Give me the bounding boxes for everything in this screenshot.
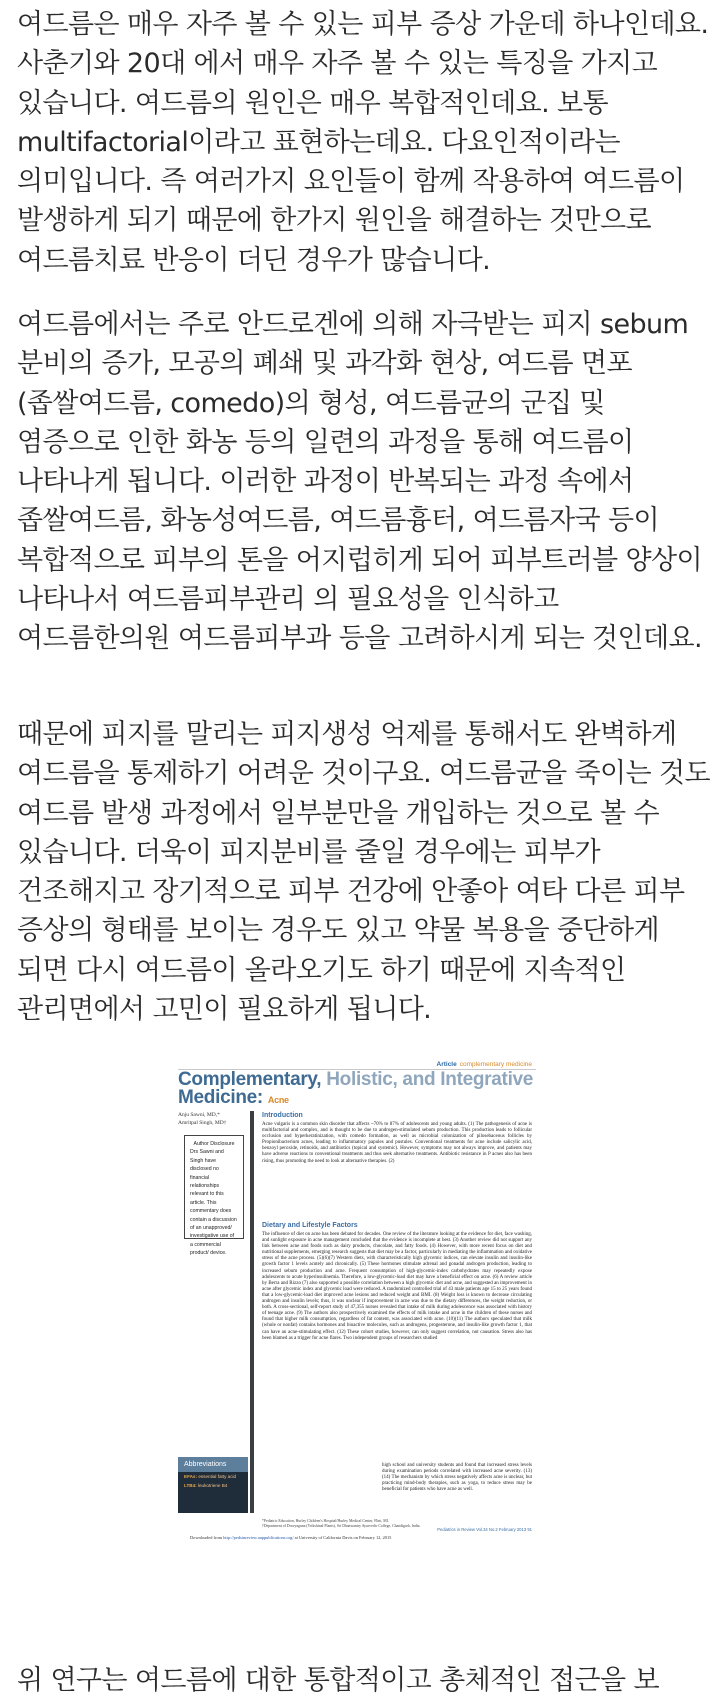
download-link[interactable]: http://pedsinreview.aappublications.org/	[223, 1535, 294, 1540]
stress-text: high school and university students and found that increased stress levels during examination periods correlated with increased acne severity. (13)(14) The mechanism by which stress negatively affects acne is unclear, but practicing mind-body therapies, such as yoga, to reduce stress may be beneficial for patients who have acne as well.	[382, 1463, 532, 1493]
margin-bar	[250, 1111, 254, 1513]
section-heading-introduction: Introduction	[262, 1112, 303, 1119]
section-heading-diet: Dietary and Lifestyle Factors	[262, 1222, 358, 1229]
author-disclosure-box: Author Disclosure Drs Sawni and Singh have disclosed no financial relationships relevant to this article. This commentary does contain a discussion of an unapproved/ investigative use of a commercial product/ device.	[184, 1135, 244, 1239]
paper-authors: Anju Sawni, MD,* Amritpal Singh, MD†	[178, 1112, 227, 1126]
paper-page-image	[170, 1057, 546, 1540]
paragraph-study-intro: 위 연구는 여드름에 대한 통합적이고 총체적인 접근을 보	[17, 1665, 659, 1696]
paragraph-acne-process: 여드름에서는 주로 안드로겐에 의해 자극받는 피지 sebum 분비의 증가, 모공의 폐쇄 및 과각화 현상, 여드름 면포(좁쌀여드름, comedo)의 형성, 여드름균의 군집 및 염증으로 인한 화농 등의 일련의 과정을 통해 여드름이 나타나게 됩니다. 이러한 과정이 반복되는 과정 속에서 좁쌀여드름, 화농성여드름, 여드름흉터, 여드름자국 등이 복합적으로 피부의 톤을 어지럽히게 되어 피부트러블 양상이 나타나서 여드름피부관리 의 필요성을 인식하고 여드름한의원 여드름피부과 등을 고려하시게 되는 것인데요.	[17, 309, 702, 655]
paragraph-acne-causes: 여드름은 매우 자주 볼 수 있는 피부 증상 가운데 하나인데요. 사춘기와 20대 에서 매우 자주 볼 수 있는 특징을 가지고 있습니다. 여드름의 원인은 매우 복합적인데요. 보통 multifactorial이라고 표현하는데요. 다요인적이라는 의미입니다. 즉 여러가지 요인들이 함께 작용하여 여드름이 발생하게 되기 때문에 한가지 원인을 해결하는 것만으로 여드름치료 반응이 더딘 경우가 많습니다.	[17, 9, 709, 276]
download-note: Downloaded from http://pedsinreview.aappublications.org/ at University of California Davis on February 12, 2015	[190, 1535, 392, 1540]
introduction-text: Acne vulgaris is a common skin disorder that affects ~70% to 87% of adolescents and young adults. (1) The pathogenesis of acne is multifactorial and complex, and is thought to be due to androgen-stimulated sebum production. This production leads to follicular occlusion and hyperkeratinization, with comedo formation, as well as microbial colonization of pilosebaceous follicles by Propionibacterium acnes, leading to inflammatory papules and pustules. Conventional treatments for acne include salicylic acid, benzoyl peroxide, retinoids, and antibiotics (topical and systemic). However, symptoms may not always improve, and patients may have adverse reactions to conventional treatments and thus seek alternative treatments. Antibiotic resistance in P acnes also has been rising, thus promoting the need to look at alternative therapies. (2)	[262, 1122, 532, 1164]
journal-citation: Pediatrics in Review Vol.34 No.2 February 2013 91	[437, 1527, 532, 1532]
paper-title: Complementary, Holistic, and Integrative Medicine: Acne	[178, 1069, 534, 1108]
abbreviations-box: Abbreviations EFAs: essential fatty acid LTB4: leukotriene B4	[178, 1457, 248, 1513]
diet-text: The influence of diet on acne has been debated for decades. One review of the literature looking at the evidence for diet, face washing, and sunlight exposure in acne management concluded that the evidence is incomplete at best. (3) Another review did not support any link between acne and foods such as dairy products, chocolate, and fatty foods. (4) However, with more recent focus on diet and nutritional supplements, emerging research suggests that diet may be a factor, particularly in mediating the inflammation and oxidative stress of the acne process. (5)(6)(7) Western diets, with characteristically high glycemic indices, can elevate insulin and insulin-like growth factor 1 levels acutely and chronically. (5) These hormones stimulate adrenal and gonadal androgen production, leading to increased sebum production and acne. Frequent consumption of high-glycemic-index carbohydrates may repeatedly expose adolescents to acute hyperinsulinemia. Therefore, a low-glycemic-load diet may have a beneficial effect on acne. (6) A review article by Berra and Rizzo (7) also supported a possible correlation between a high glycemic diet and acne, and suggested an improvement in acne after glycemic index and glycemic load were reduced. A randomized controlled trial of 43 male patients age 15 to 25 years found that a low-glycemic-load diet improved acne lesions and reduced weight and BMI. (8) Weight loss is known to decrease circulating androgen and insulin levels; thus, it was unclear if improvement in acne was due to the dietary differences, the weight reduction, or both. A cross-sectional, self-report study of 47,355 nurses revealed that intake of milk during adolescence was associated with history of teenage acne. (9) The authors also prospectively examined the effects of milk intake and acne in the children of these nurses and found that higher milk consumption, regardless of fat content, was associated with acne. (10)(11) The authors speculated that milk (whole or nonfat) contains hormones and bioactive molecules, such as androgens, progesterone, and insulin-like growth factor 1, that can have an acne-stimulating effect. (12) These cohort studies, however, can only suggest correlation, not causation. Stress also has been blamed as a trigger for acne flares. Two independent groups of researchers studied	[262, 1232, 532, 1341]
paragraph-sebum-control: 때문에 피지를 말리는 피지생성 억제를 통해서도 완벽하게 여드름을 통제하기 어려운 것이구요. 여드름균을 죽이는 것도 여드름 발생 과정에서 일부분만을 개입하는 것으로 볼 수 있습니다. 더욱이 피지분비를 줄일 경우에는 피부가 건조해지고 장기적으로 피부 건강에 안좋아 여타 다른 피부 증상의 형태를 보이는 경우도 있고 약물 복용을 중단하게 되면 다시 여드름이 올라오기도 하기 때문에 지속적인 관리면에서 고민이 필요하게 됩니다.	[17, 719, 710, 1026]
article-label: Article complementary medicine	[436, 1061, 532, 1068]
paper-footnotes: *Pediatric Education, Hurley Children's Hospital/Hurley Medical Center, Flint, MI. †Department of Dravyaguna (Vrikshinal Plants), Sri Dhanwantry Ayurvedic College, Chandigarh, India.	[262, 1519, 421, 1528]
